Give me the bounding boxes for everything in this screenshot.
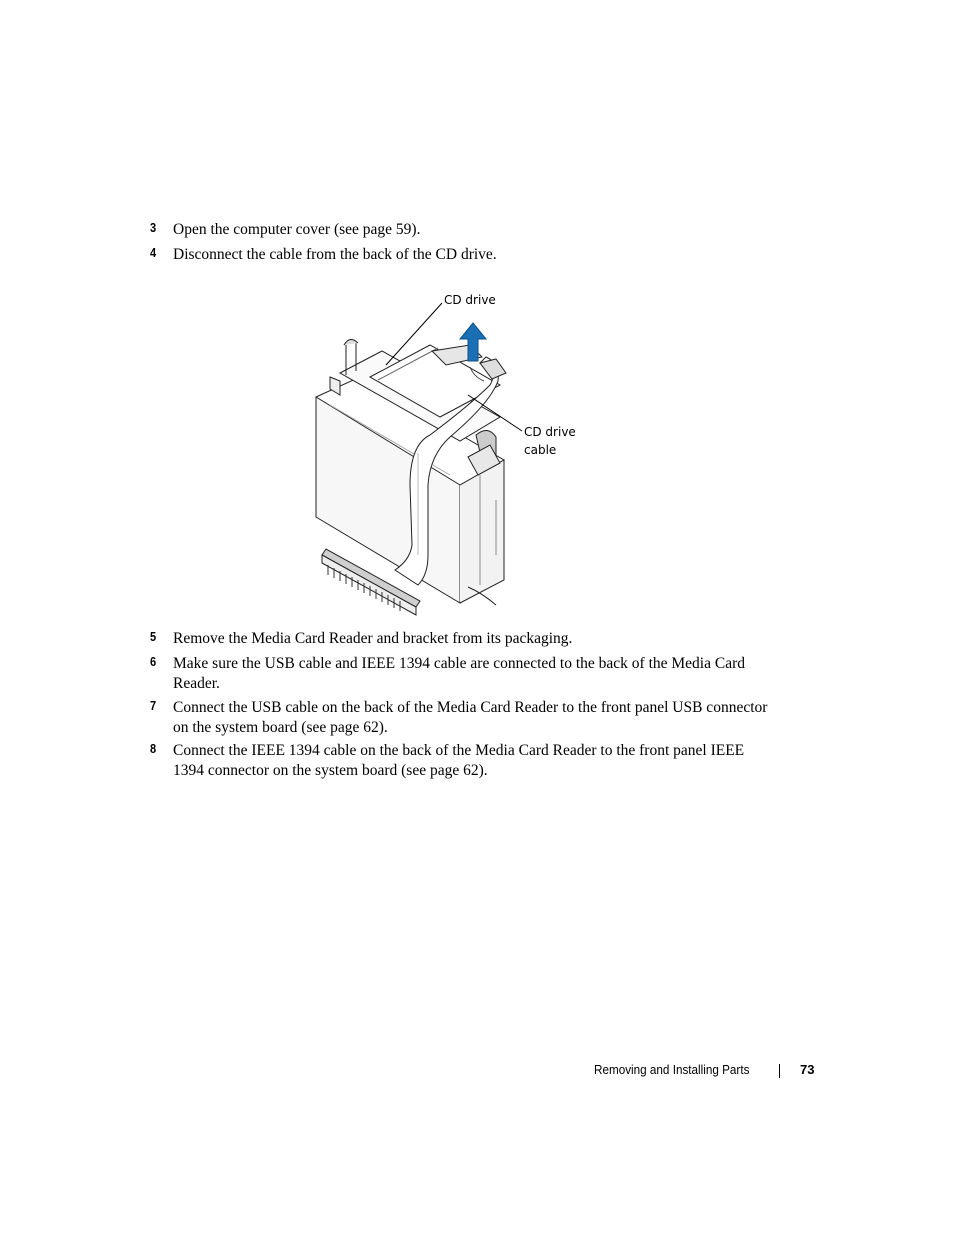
step-text: Connect the USB cable on the back of the Media Card Reader to the front panel USB connector on the system board (see page 62). <box>173 699 768 736</box>
footer-divider <box>779 1064 780 1078</box>
cd-drive-illustration <box>300 285 600 620</box>
page-number: 73 <box>800 1062 815 1077</box>
footer-section-title: Removing and Installing Parts <box>594 1062 750 1077</box>
callout-cable-line1: CD drive <box>524 425 576 439</box>
step-number: 3 <box>150 220 157 235</box>
step-text: Remove the Media Card Reader and bracket from its packaging. <box>173 630 573 647</box>
step-number: 6 <box>150 654 157 669</box>
step-text: Open the computer cover (see page 59). <box>173 221 421 238</box>
step-number: 5 <box>150 629 157 644</box>
step-text: Make sure the USB cable and IEEE 1394 cable are connected to the back of the Media Card Reader. <box>173 655 745 692</box>
callout-cd-drive-cable <box>524 423 576 459</box>
step-text: Disconnect the cable from the back of the CD drive. <box>173 246 497 263</box>
step-7 <box>150 698 770 737</box>
step-8 <box>150 741 770 780</box>
step-number: 4 <box>150 245 157 260</box>
step-5 <box>150 629 770 649</box>
lift-arrow-icon <box>458 321 488 363</box>
step-text: Connect the IEEE 1394 cable on the back of the Media Card Reader to the front panel IEEE 1394 connector on the system board (see page 62). <box>173 742 745 779</box>
step-6 <box>150 654 770 693</box>
callout-cd-drive: CD drive <box>444 293 496 307</box>
step-number: 8 <box>150 741 157 756</box>
callout-cable-line2: cable <box>524 443 557 457</box>
step-number: 7 <box>150 698 157 713</box>
step-3 <box>150 220 770 240</box>
step-4 <box>150 245 770 265</box>
